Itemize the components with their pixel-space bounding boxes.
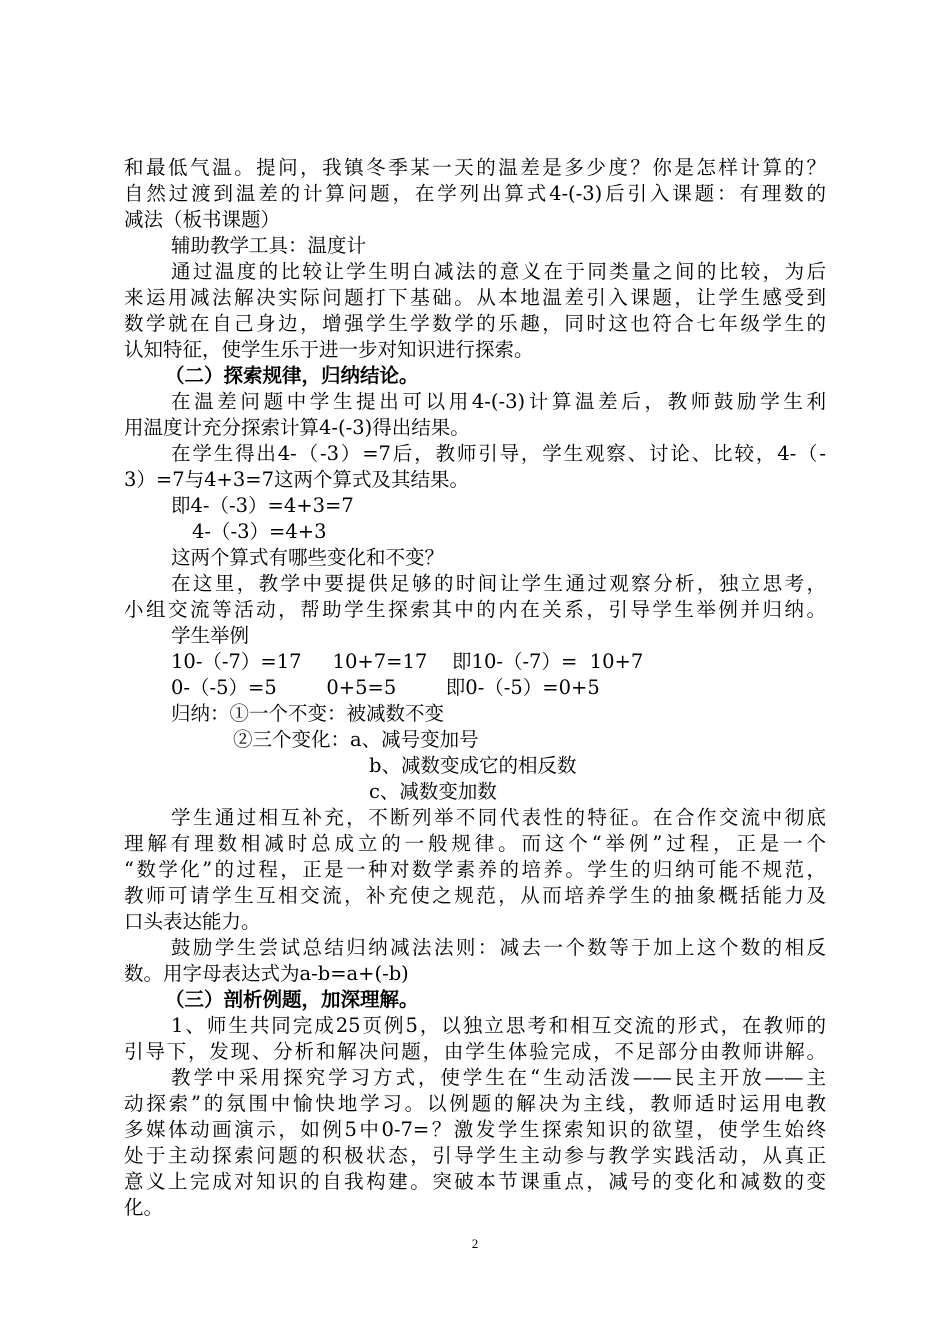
text-line: 理解有理数相减时总成立的一般规律。而这个“举例”过程，正是一个 (124, 832, 826, 855)
text-line: 1、师生共同完成25页例5，以独立思考和相互交流的形式，在教师的 (171, 1014, 826, 1037)
text-line: 口头表达能力。 (124, 910, 261, 933)
text-line: 数学就在自己身边，增强学生学数学的乐趣，同时这也符合七年级学生的 (124, 312, 826, 335)
text-line: 数。用字母表达式为a-b=a+(-b) (124, 962, 409, 985)
text-line: 学生举例 (171, 624, 250, 647)
text-line: 认知特征，使学生乐于进一步对知识进行探索。 (124, 338, 534, 361)
text-line: （二）探索规律，归纳结论。 (165, 364, 419, 387)
text-line: 处于主动探索问题的积极状态，引导学生主动参与教学实践活动，从真正 (124, 1144, 826, 1167)
text-line: 教师可请学生互相交流，补充使之规范，从而培养学生的抽象概括能力及 (124, 884, 826, 907)
page-number: 2 (471, 1236, 479, 1251)
text-line: 归纳：①一个不变：被减数不变 (171, 702, 445, 725)
text-line: 10-（-7）=17 10+7=17 即10-（-7）= 10+7 (171, 650, 644, 673)
text-line: 这两个算式有哪些变化和不变？ (171, 546, 445, 569)
text-line: 多媒体动画演示，如例5中0-7=？激发学生探索知识的欲望，使学生始终 (124, 1118, 826, 1141)
text-line: 在温差问题中学生提出可以用4-(-3)计算温差后，教师鼓励学生利 (171, 390, 826, 413)
text-line: 引导下，发现、分析和解决问题，由学生体验完成，不足部分由教师讲解。 (124, 1040, 826, 1063)
text-line: 和最低气温。提问，我镇冬季某一天的温差是多少度？你是怎样计算的？ (124, 156, 826, 179)
text-line: （三）剖析例题，加深理解。 (165, 988, 419, 1011)
text-line: 来运用减法解决实际问题打下基础。从本地温差引入课题，让学生感受到 (124, 286, 826, 309)
text-line: 化。 (124, 1196, 164, 1219)
text-line: 鼓励学生尝试总结归纳减法法则：减去一个数等于加上这个数的相反 (171, 936, 826, 959)
text-line: 在这里，教学中要提供足够的时间让学生通过观察分析，独立思考， (171, 572, 826, 595)
text-line: “数学化”的过程，正是一种对数学素养的培养。学生的归纳可能不规范， (124, 858, 826, 881)
text-line: 4-（-3）=4+3 (192, 520, 327, 543)
text-line: 用温度计充分探索计算4-(-3)得出结果。 (124, 416, 470, 439)
text-line: 3）=7与4+3=7这两个算式及其结果。 (124, 468, 470, 491)
text-line: c、减数变加数 (369, 780, 497, 803)
text-line: 在学生得出4-（-3）=7后，教师引导，学生观察、讨论、比较，4-（- (171, 442, 826, 465)
text-line: 学生通过相互补充，不断列举不同代表性的特征。在合作交流中彻底 (171, 806, 826, 829)
text-line: 教学中采用探究学习方式，使学生在“生动活泼——民主开放——主 (171, 1066, 826, 1089)
text-line: 即4-（-3）=4+3=7 (171, 494, 354, 517)
text-line: 0-（-5）=5 0+5=5 即0-（-5）=0+5 (171, 676, 600, 699)
text-line: 自然过渡到温差的计算问题，在学列出算式4-(-3)后引入课题：有理数的 (124, 182, 826, 205)
text-line: 辅助教学工具：温度计 (171, 234, 367, 257)
text-line: 意义上完成对知识的自我构建。突破本节课重点，减号的变化和减数的变 (124, 1170, 826, 1193)
text-line: 减法（板书课题） (124, 208, 281, 231)
text-line: 动探索”的氛围中愉快地学习。以例题的解决为主线，教师适时运用电教 (124, 1092, 826, 1115)
text-line: 通过温度的比较让学生明白减法的意义在于同类量之间的比较，为后 (171, 260, 826, 283)
text-line: 小组交流等活动，帮助学生探索其中的内在关系，引导学生举例并归纳。 (124, 598, 826, 621)
text-line: b、减数变成它的相反数 (369, 754, 577, 777)
text-line: ②三个变化：a、减号变加号 (233, 728, 479, 751)
